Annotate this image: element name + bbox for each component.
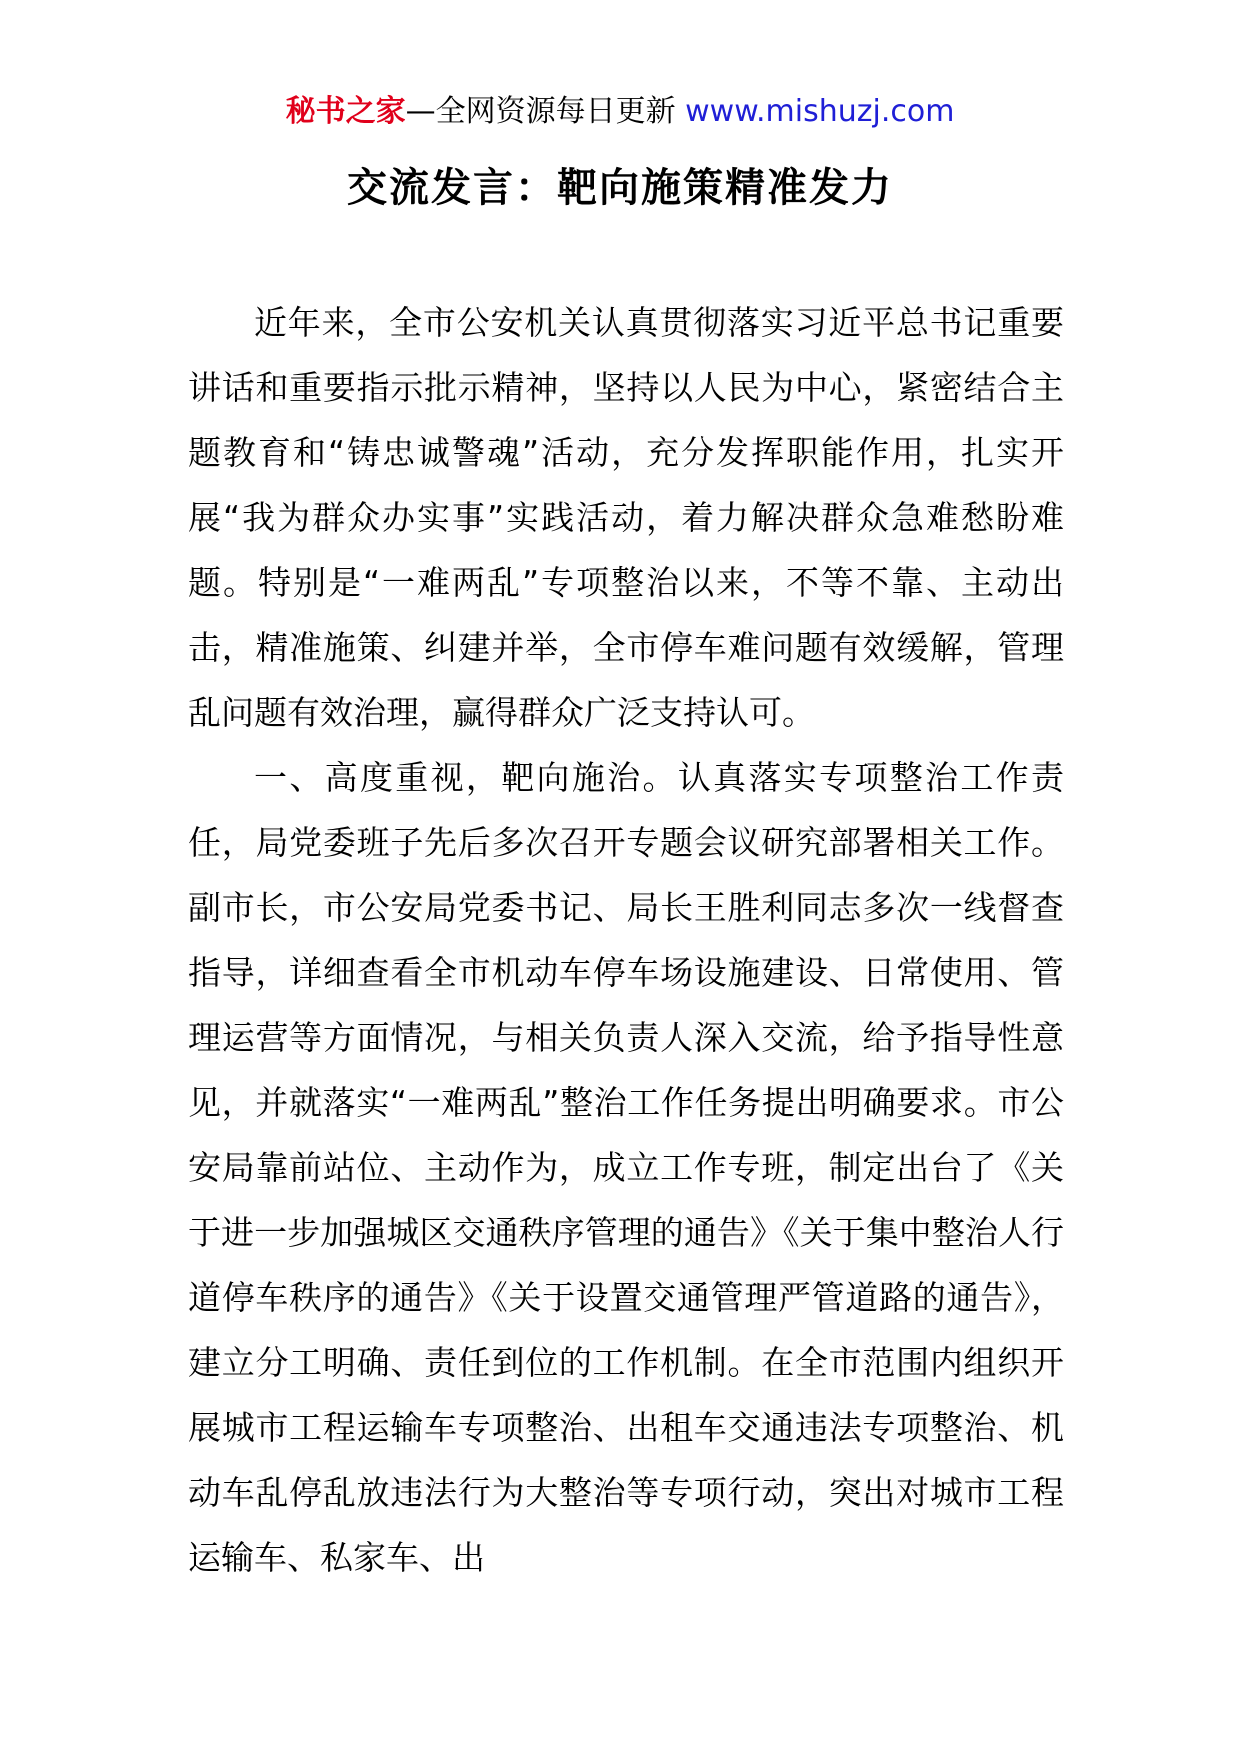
paragraph: 近年来，全市公安机关认真贯彻落实习近平总书记重要讲话和重要指示批示精神，坚持以人民为中心，紧密结合主题教育和“铸忠诚警魂”活动，充分发挥职能作用，扎实开展“我为群众办实事”实践活动，着力解决群众急难愁盼难题。特别是“一难两乱”专项整治以来，不等不靠、主动出击，精准施策、纠建并举，全市停车难问题有效缓解，管理乱问题有效治理，赢得群众广泛支持认可。	[188, 303, 1064, 732]
paragraph: 一、高度重视，靶向施治。认真落实专项整治工作责任，局党委班子先后多次召开专题会议研究部署相关工作。副市长，市公安局党委书记、局长王胜利同志多次一线督查指导，详细查看全市机动车停车场设施建设、日常使用、管理运营等方面情况，与相关负责人深入交流，给予指导性意见，并就落实“一难两乱”整治工作任务提出明确要求。市公安局靠前站位、主动作为，成立工作专班，制定出台了《关于进一步加强城区交通秩序管理的通告》《关于集中整治人行道停车秩序的通告》《关于设置交通管理严管道路的通告》，建立分工明确、责任到位的工作机制。在全市范围内组织开展城市工程运输车专项整治、出租车交通违法专项整治、机动车乱停乱放违法行为大整治等专项行动，突出对城市工程运输车、私家车、出	[188, 758, 1064, 1577]
document-title: 交流发言：靶向施策精准发力	[347, 165, 893, 211]
site-tagline: —全网资源每日更新	[405, 94, 686, 129]
site-header	[0, 92, 1240, 132]
site-brand: 秘书之家	[285, 94, 406, 129]
document-body	[188, 290, 1064, 1590]
site-url-link[interactable]: www.mishuzj.com	[685, 94, 955, 129]
